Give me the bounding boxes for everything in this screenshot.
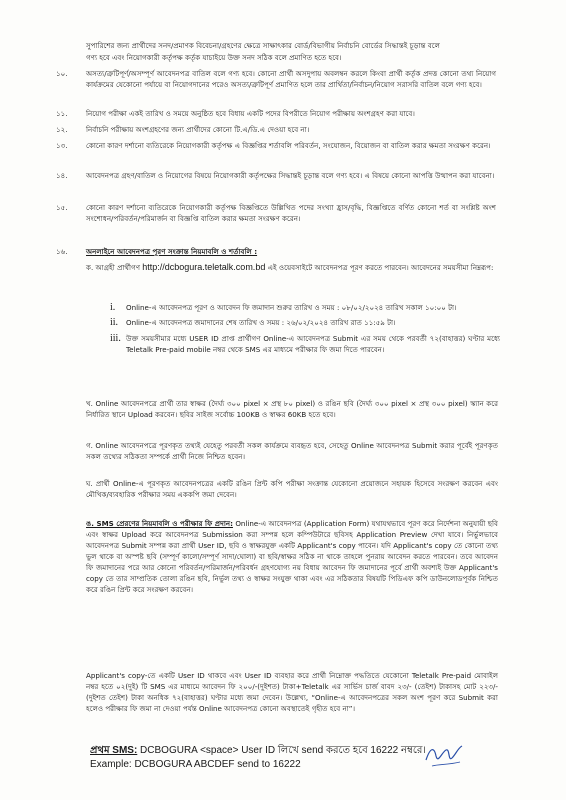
item-12-text: নির্বাচনি পরীক্ষায় অংশগ্রহণের জন্য প্রার্থীদের কোনো টি.এ/ডি.এ দেওয়া হবে না। [86, 125, 310, 134]
clause-uma-title: ঙ. SMS প্রেরণের নিয়মাবলি ও পরীক্ষার ফি প্রদান: [86, 519, 233, 528]
item-13-text: কোনো কারণ দর্শানো ব্যতিরেকে নিয়োগকারী কর্তৃপক্ষ এ বিজ্ঞপ্তির শর্তাবলি পরিবর্তন, সংযোজন, বিয়োজন বা বাতিল করার ক্ষমতা সংরক্ষণ করেন। [86, 141, 491, 150]
signature-image [422, 738, 466, 774]
item-16-number: ১৬. [56, 247, 68, 256]
top-line-1: সুপারিশের জন্য প্রার্থীদের সনদ/প্রমাণক বিবেচনা/গ্রহণের ক্ষেত্রে সাক্ষাৎকার বোর্ড/বিভাগীয় নির্বাচনি বোর্ডের সিদ্ধান্তই চূড়ান্ত বলে [86, 41, 440, 50]
clause-gha: ঘ. প্রার্থী Online-এ পূরণকৃত আবেদনপত্রের একটি রঙিন প্রিন্ট কপি পরীক্ষা সংক্রান্ত যেকোনো প্রয়োজনে সহায়ক হিসেবে সংরক্ষণ করবেন এবং মৌখিক/ব্যবহারিক পরীক্ষার সময় এককপি জমা দেবেন। [86, 479, 498, 499]
fee-paragraph: Applicant's copy-তে একটি User ID থাকবে এবং User ID ব্যবহার করে প্রার্থী নিম্নোক্ত পদ্ধতিতে যেকোনো Teletalk Pre-paid মোবাইল নম্বর হতে ০২(দুই) টি SMS এর মাধ্যমে আবেদন ফি ২০০/-(দুইশত) টাকা+Teletalk এর সার্ভিস চার্জ বাবদ ২৩/- (তেইশ) টাকাসহ মোট ২২৩/-(দুইশত তেইশ) টাকা অনধিক ৭২(বাহাত্তর) ঘণ্টার মধ্যে জমা দেবেন। উল্লেখ্য, “Online-এ আবেদনপত্রের সকল অংশ পূরণ করে Submit করা হলেও পরীক্ষার ফি জমা না দেওয়া পর্যন্ত Online আবেদনপত্র কোনো অবস্থাতেই গৃহীত হবে না”। [86, 671, 498, 713]
item-10-number: ১০. [56, 69, 68, 78]
roman-iii: iii. [110, 333, 121, 344]
roman-i: i. [110, 302, 116, 313]
first-sms-line [90, 744, 426, 757]
clause-ka-prefix: ক. আগ্রহী প্রার্থীগণ [86, 263, 143, 272]
section-16-title: অনলাইনে আবেদনপত্র পূরণ সংক্রান্ত নিয়মাবলি ও শর্তাবলি : [86, 247, 258, 256]
first-sms-format: DCBOGURA <space> User ID লিখে send করতে হবে 16222 নম্বরে। [137, 745, 426, 756]
timeline-start: Online-এ আবেদনপত্র পূরণ ও আবেদন ফি জমাদান শুরুর তারিখ ও সময় : ০৮/০২/২০২৪ তারিখ সকাল ১০:০০ টা। [126, 303, 457, 312]
sms-example: Example: DCBOGURA ABCDEF send to 16222 [90, 759, 301, 770]
clause-ka-suffix: এই ওয়েবসাইটে আবেদনপত্র পূরণ করতে পারবেন। আবেদনের সময়সীমা নিম্নরূপ: [265, 263, 494, 272]
item-11-number: ১১. [56, 109, 68, 118]
item-12-number: ১২. [56, 125, 68, 134]
item-15-text: কোনো কারণ দর্শানো ব্যতিরেকে নিয়োগকারী কর্তৃপক্ষ বিজ্ঞপ্তিতে উল্লিখিত পদের সংখ্যা হ্রাস/বৃদ্ধি, বিজ্ঞপ্তিতে বর্ণিত কোনো শর্ত বা সংশ্লিষ্ট অংশ সংশোধন/পরিবর্তন/পরিমার্জন বা বিজ্ঞপ্তি বাতিল করার ক্ষমতা সংরক্ষণ করেন। [86, 203, 496, 223]
item-15-number: ১৫. [56, 203, 68, 212]
website-url: http://dcbogura.teletalk.com.bd [142, 262, 266, 272]
timeline-end: Online-এ আবেদনপত্র জমাদানের শেষ তারিখ ও সময় : ২৬/০২/২০২৪ তারিখ রাত ১১:৫৯ টা। [126, 318, 396, 327]
clause-ga: গ. Online আবেদনপত্রে পূরণকৃত তথ্যই যেহেতু পরবর্তী সকল কার্যক্রমে ব্যবহৃত হবে, সেহেতু Online আবেদনপত্র Submit করার পূর্বেই পূরণকৃত সকল তথ্যের সঠিকতা সম্পর্কে প্রার্থী নিজে নিশ্চিত হবেন। [86, 441, 498, 461]
item-13-number: ১৩. [56, 141, 68, 150]
first-sms-label: প্রথম SMS: [90, 745, 138, 756]
item-14-number: ১৪. [56, 171, 68, 180]
clause-ka [86, 262, 498, 273]
item-10-text: অসত্য/ত্রুটিপূর্ণ/অসম্পূর্ণ আবেদনপত্র বাতিল বলে গণ্য হবে। কোনো প্রার্থী অসদুপায় অবলম্বন করলে কিংবা প্রার্থী কর্তৃক প্রদত্ত কোনো তথ্য নিয়োগ কার্যক্রমের যেকোনো পর্যায়ে বা নিয়োগদানের পরেও অসত্য/ত্রুটিপূর্ণ প্রমাণিত হলে তার প্রার্থিতা/নির্বাচন/নিয়োগ সরাসরি বাতিল বলে গণ্য হবে। [86, 69, 497, 89]
timeline-sms-window: উক্ত সময়সীমার মধ্যে USER ID প্রাপ্ত প্রার্থীগণ Online-এ আবেদনপত্র Submit এর সময় থেকে পরবর্তী ৭২(বাহাত্তর) ঘণ্টার মধ্যে Teletalk Pre-paid mobile নম্বর থেকে SMS এর মাধ্যমে পরীক্ষার ফি জমা দিতে পারবেন। [126, 334, 500, 354]
roman-ii: ii. [110, 317, 119, 328]
item-14-text: আবেদনপত্র গ্রহণ/বাতিল ও নিয়োগের বিষয়ে নিয়োগকারী কর্তৃপক্ষের সিদ্ধান্তই চূড়ান্ত বলে গণ্য হবে। এ বিষয়ে কোনো আপত্তি উত্থাপন করা যাবেনা। [86, 171, 495, 180]
item-11-text: নিয়োগ পরীক্ষা একই তারিখ ও সময়ে অনুষ্ঠিত হবে বিধায় একটি পদের বিপরীতে নিয়োগ পরীক্ষায় অংশগ্রহণ করা যাবে। [86, 109, 415, 118]
clause-uma [86, 518, 498, 595]
clause-kha: খ. Online আবেদনপত্রে প্রার্থী তার স্বাক্ষর (দৈর্ঘ্য ৩০০ pixel × প্রস্থ ৮০ pixel) ও রঙিন ছবি (দৈর্ঘ্য ৩০০ pixel × প্রস্থ ৩০০ pixel) স্ক্যান করে নির্ধারিত স্থানে Upload করবেন। ছবির সাইজ সর্বোচ্চ 100KB ও স্বাক্ষর 60KB হতে হবে। [86, 399, 498, 419]
top-line-2: গণ্য হবে এবং নিয়োগকারী কর্তৃপক্ষ কর্তৃক যাচাইয়ে উক্ত সনদ সঠিক বলে প্রমাণিত হতে হবে। [86, 53, 342, 62]
clause-uma-body: Online-এ আবেদনপত্র (Application Form) যথাযথভাবে পূরণ করে নির্দেশনা অনুযায়ী ছবি এবং স্বাক্ষর Upload করে আবেদনপত্র Submission করা সম্পন্ন হলে কম্পিউটারে ছবিসহ Application Preview দেখা যাবে। নির্ভুলভাবে আবেদনপত্র Submit সম্পন্ন করা প্রার্থী User ID, ছবি ও স্বাক্ষরযুক্ত একটি Applicant's copy পাবেন। যদি Applicant's copy তে কোনো তথ্য ভুল থাকে বা অস্পষ্ট ছবি (সম্পূর্ণ কালো/সম্পূর্ণ সাদা/ঘোলা) বা ছবি/স্বাক্ষর সঠিক না থাকে তাহলে পুনরায় আবেদন করতে পারবেন। তবে আবেদন ফি জমাদানের পরে আর কোনো পরিবর্তন/পরিমার্জন/পরিবর্ধন গ্রহণযোগ্য নয় বিধায় আবেদন ফি জমাদানের পূর্বে প্রার্থী অবশ্যই উক্ত Applicant's copy তে তার সাম্প্রতিক তোলা রঙিন ছবি, নির্ভুল তথ্য ও স্বাক্ষর সংযুক্ত থাকা এবং এর সঠিকতার বিষয়টি পিডিএফ কপি ডাউনলোডপূর্বক নিশ্চিত করে রঙিন প্রিন্ট করে সংরক্ষণ করবেন। [86, 519, 498, 594]
